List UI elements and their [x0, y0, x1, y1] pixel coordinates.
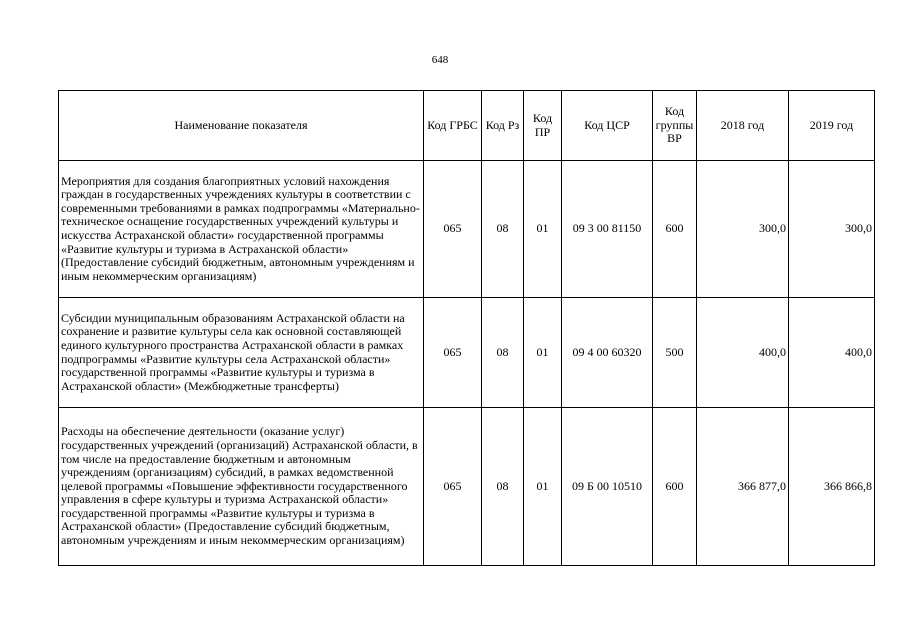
row-2019: 366 866,8: [789, 408, 875, 566]
row-pr: 01: [524, 161, 562, 298]
header-2019: 2019 год: [789, 91, 875, 161]
header-grbs: Код ГРБС: [424, 91, 482, 161]
header-vr: Код группы ВР: [653, 91, 697, 161]
row-pr: 01: [524, 408, 562, 566]
row-vr: 500: [653, 298, 697, 408]
row-name: Мероприятия для создания благоприятных условий нахождения граждан в государственных учреждениях культуры в соответствии с современными требованиями в рамках подпрограммы «Материально-техническое оснащение государственных учреждений культуры и искусства Астраханской области» государственной программы «Развитие культуры и туризма в Астраханской области» (Предоставление субсидий бюджетным, автономным учреждениям и иным некоммерческим организациям): [59, 161, 424, 298]
row-grbs: 065: [424, 298, 482, 408]
budget-table: [58, 90, 875, 566]
table-row: [59, 161, 875, 298]
row-name: Субсидии муниципальным образованиям Астраханской области на сохранение и развитие культуры села как основной составляющей единого культурного пространства Астраханской области в рамках подпрограммы «Развитие культуры села Астраханской области» государственной программы «Развитие культуры и туризма в Астраханской области» (Межбюджетные трансферты): [59, 298, 424, 408]
row-grbs: 065: [424, 161, 482, 298]
table-row: [59, 298, 875, 408]
table-header-row: [59, 91, 875, 161]
header-2018: 2018 год: [697, 91, 789, 161]
table-row: [59, 408, 875, 566]
row-rz: 08: [482, 161, 524, 298]
row-2019: 400,0: [789, 298, 875, 408]
row-2019: 300,0: [789, 161, 875, 298]
row-csr: 09 4 00 60320: [562, 298, 653, 408]
row-rz: 08: [482, 298, 524, 408]
header-name: Наименование показателя: [59, 91, 424, 161]
row-2018: 300,0: [697, 161, 789, 298]
row-name: Расходы на обеспечение деятельности (оказание услуг) государственных учреждений (организаций) Астраханской области, в том числе на предоставление бюджетным и автономным учреждениям (организациям) субсидий, в рамках ведомственной целевой программы «Повышение эффективности государственного управления в сфере культуры и туризма Астраханской области» государственной программы «Развитие культуры и туризма в Астраханской области» (Предоставление субсидий бюджетным, автономным учреждениям и иным некоммерческим организациям): [59, 408, 424, 566]
header-pr: Код ПР: [524, 91, 562, 161]
row-csr: 09 Б 00 10510: [562, 408, 653, 566]
row-pr: 01: [524, 298, 562, 408]
row-vr: 600: [653, 408, 697, 566]
row-2018: 366 877,0: [697, 408, 789, 566]
page-number: 648: [431, 54, 449, 66]
row-rz: 08: [482, 408, 524, 566]
row-grbs: 065: [424, 408, 482, 566]
header-csr: Код ЦСР: [562, 91, 653, 161]
row-csr: 09 3 00 81150: [562, 161, 653, 298]
row-2018: 400,0: [697, 298, 789, 408]
header-rz: Код Рз: [482, 91, 524, 161]
row-vr: 600: [653, 161, 697, 298]
